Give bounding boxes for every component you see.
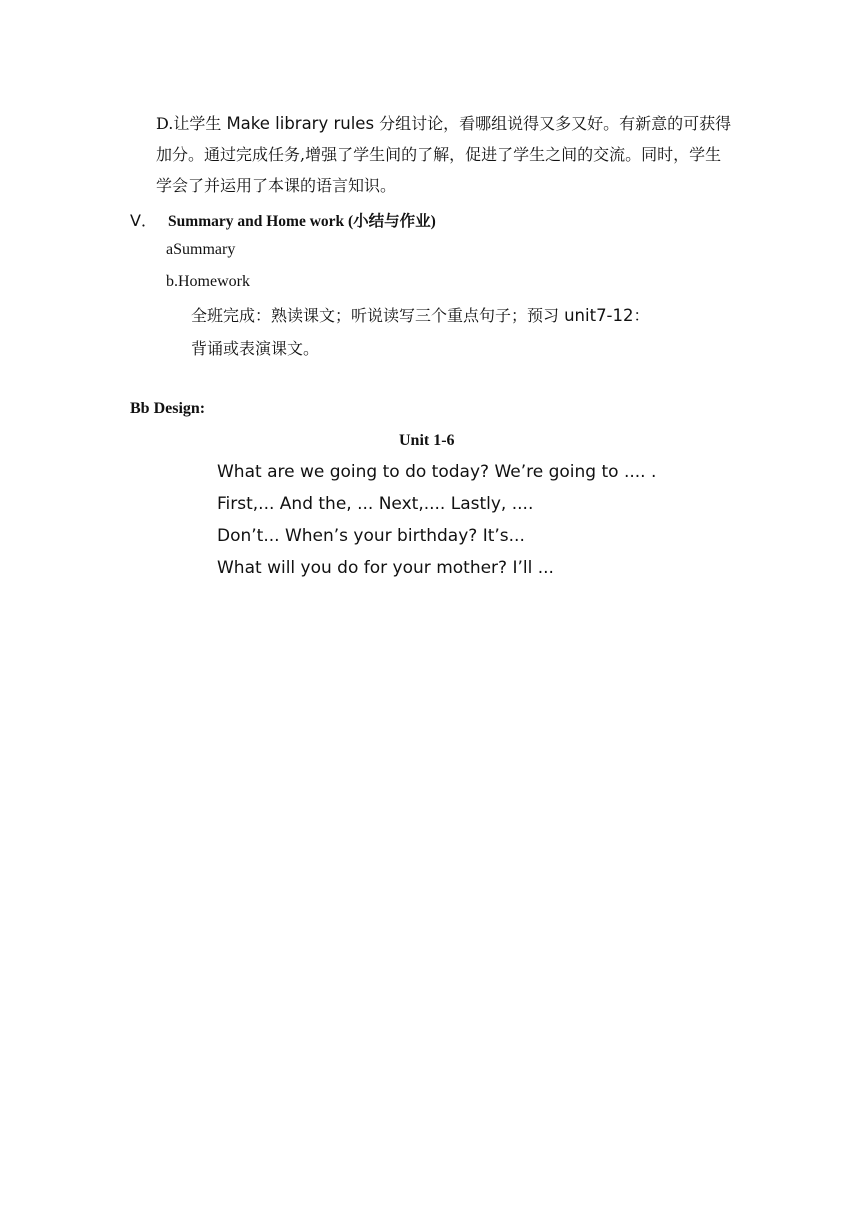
bb-line-1: What are we going to do today? We’re going to .... . (217, 462, 657, 482)
section-v-title: Summary and Home work (小结与作业) (168, 213, 436, 230)
bb-line-2: First,... And the, ... Next,.... Lastly, .... (217, 494, 534, 514)
homework-unit-range: unit7-12 (564, 306, 634, 325)
activity-d-text: 分组讨论，看哪组说得又多又好。有新意的可获得加分。通过完成任务,增强了学生间的了解，促进了学生之间的交流。同时，学生学会了并运用了本课的语言知识。 (156, 114, 732, 195)
summary-label: aSummary (166, 241, 236, 258)
activity-d-paragraph (156, 108, 736, 201)
homework-line-2: 背诵或表演课文。 (191, 339, 320, 358)
activity-d-prefix: D.让学生 (156, 114, 227, 133)
activity-d-english: Make library rules (226, 114, 375, 133)
homework-line-1 (191, 303, 650, 326)
bb-line-3: Don’t... When’s your birthday? It’s... (217, 526, 525, 546)
bb-line-4: What will you do for your mother? I’ll ... (217, 558, 554, 578)
section-v-heading (130, 208, 436, 231)
bb-design-heading: Bb Design: (130, 400, 206, 417)
homework-line-1-text: 全班完成：熟读课文；听说读写三个重点句子；预习 (191, 306, 565, 325)
section-v-numeral: Ⅴ． (130, 211, 157, 230)
unit-title: Unit 1-6 (399, 432, 455, 449)
homework-line-1-end: ： (633, 306, 650, 325)
homework-label: b.Homework (166, 273, 250, 290)
